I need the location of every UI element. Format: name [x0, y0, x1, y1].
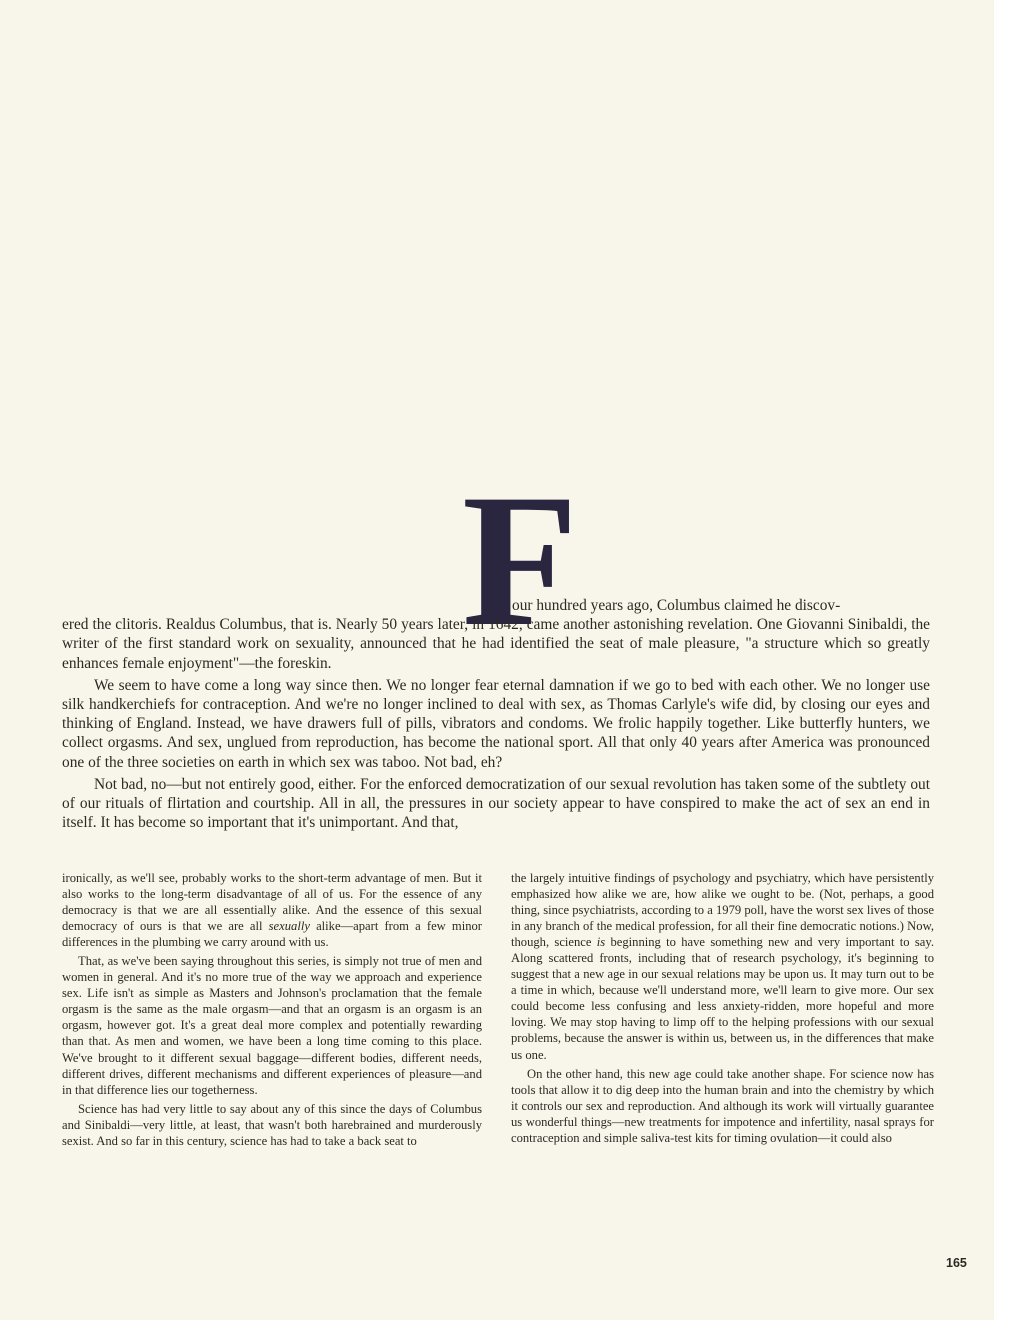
intro-paragraph-3: Not bad, no—but not entirely good, either. For the enforced democratization of our sexual revolution has taken some of the subtlety out of our rituals of flirtation and courtship. All in all, the pressures in our society appear to have conspired to make the act of sex an end in itself. It has become so important that it's unimportant. And that,: [62, 775, 930, 832]
page-edge: [994, 0, 1020, 1320]
intro-paragraph-1-rest: ered the clitoris. Realdus Columbus, that is. Nearly 50 years later, in 1642, came another astonishing revelation. One Giovanni Sinibaldi, the writer of the first standard work on sexuality, announced that he had identified the seat of male pleasure, "a structure which so greatly enhances female enjoyment"—the foreskin.: [62, 616, 930, 672]
right-paragraph-1: [511, 870, 934, 1063]
left-paragraph-1-a: ironically, as we'll see, probably works to the short-term advantage of men. But it also works to the long-term disadvantage of all of us. For the essence of any democracy is that we are all essentially alike. And the essence of this sexual democracy of ours is that we are all: [62, 871, 482, 934]
right-paragraph-2: On the other hand, this new age could take another shape. For science now has tools that allow it to dig deep into the human brain and into the chemistry by which it controls our sex and reproduction. And although its work will virtually guarantee us wonderful things—new treatments for impotence and infertility, nasal sprays for contraception and simple saliva-test kits for timing ovulation—it could also: [511, 1066, 934, 1145]
intro-paragraph-1: [62, 596, 930, 673]
drop-cap-letter: F: [462, 456, 575, 666]
intro-paragraph-2: We seem to have come a long way since then. We no longer fear eternal damnation if we go to bed with each other. We no longer use silk handkerchiefs for contraception. And we're no longer inclined to deal with sex, as Thomas Carlyle's wife did, by closing our eyes and thinking of England. Instead, we have drawers full of pills, vibrators and condoms. We frolic happily together. Like butterfly hunters, we collect orgasms. And sex, unglued from reproduction, has become the national sport. All that only 40 years after America was pronounced one of the three societies on earth in which sex was taboo. Not bad, eh?: [62, 676, 930, 771]
left-column: [62, 870, 482, 1149]
right-column: [511, 870, 934, 1146]
right-paragraph-1-b: beginning to have something new and very important to say. Along scattered fronts, including that of research psychology, it's beginning to suggest that a new age in our sexual relations may be upon us. It may turn out to be a time in which, because we'll understand more, we'll learn to give more. Our sex could become less confusing and less anxiety-ridden, more hopeful and more loving. We may stop having to limp off to the helping professions with our sexual problems, because the answer is within us, between us, in the differences that make us one.: [511, 935, 934, 1062]
page-number: 165: [946, 1256, 967, 1270]
left-paragraph-1: [62, 870, 482, 950]
intro-first-line: our hundred years ago, Columbus claimed he discov-: [512, 597, 841, 614]
left-paragraph-3: Science has had very little to say about any of this since the days of Columbus and Sinibaldi—very little, at least, that wasn't both harebrained and murderously sexist. And so far in this century, science has had to take a back seat to: [62, 1101, 482, 1148]
left-paragraph-2: That, as we've been saying throughout this series, is simply not true of men and women in general. And it's no more true of the way we approach and experience sex. Life isn't as simple as Masters and Johnson's proclamation that the female orgasm is the same as the male orgasm—and that an orgasm is an orgasm is an orgasm, however got. It's a great deal more complex and potentially rewarding than that. As men and women, we have been a long time coming to this place. We've brought to it different sexual baggage—different bodies, different needs, different drives, different mechanisms and different experiences of pleasure—and in that difference lies our togetherness.: [62, 954, 482, 1097]
emphasis-is: is: [596, 935, 606, 950]
emphasis-sexually: sexually: [268, 919, 310, 934]
right-paragraph-1-a: the largely intuitive findings of psychology and psychiatry, which have persistently emphasized how alike we are, how alike we ought to be. (Not, perhaps, a good thing, since psychiatrists, according to a 1979 poll, have the worst sex lives of those in any branch of the medical profession, for all their fine democratic notions.) Now, though, science: [511, 871, 934, 950]
left-paragraph-1-b: alike—apart from a few minor differences in the plumbing we carry around with us.: [62, 919, 482, 950]
intro-text: [62, 596, 930, 832]
